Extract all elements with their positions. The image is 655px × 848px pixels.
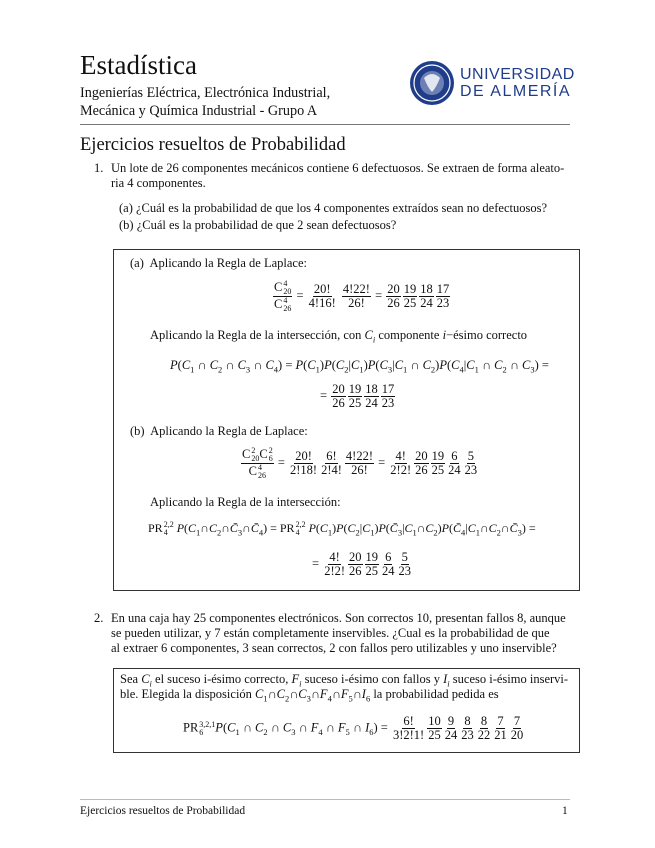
page-number: 1: [562, 805, 568, 817]
question-b-text: ¿Cuál es la probabilidad de que 2 sean defectuosos?: [136, 218, 397, 232]
section-title: Ejercicios resueltos de Probabilidad: [80, 135, 346, 155]
problem-1-question-a: [119, 201, 547, 216]
solution-a-laplace-text: Aplicando la Regla de Laplace:: [149, 256, 308, 270]
solution-b-label: (b): [130, 424, 145, 438]
logo-text-line-2: DE ALMERÍA: [460, 83, 572, 100]
sol2-text-d: suceso i-ésimo inservi-: [452, 672, 569, 686]
question-a-label: (a): [119, 201, 133, 215]
intersection-text-c: −ésimo correcto: [446, 328, 528, 342]
question-a-text: ¿Cuál es la probabilidad de que los 4 componentes extraídos sean no defectuosos?: [136, 201, 547, 215]
equation-2: PR 3,2,1 6 $P(C_1$ ∩ $C_2$ ∩ $C_3$ ∩ $F_4$ ∩ $F_5$ ∩ $I_6$) = $\frac{6!}{3!2!1!}$ $\frac{10}{25}$ $\frac{9}{24}$ $\frac{8}{23}$ $\frac{8}{22}$ $\frac{7}{21}$ $\frac{7}{20}$: [183, 714, 524, 742]
solution-b-heading: [130, 424, 308, 439]
sol2-text-f: la probabilidad pedida es: [373, 687, 499, 701]
page-title: Estadística: [80, 50, 197, 80]
equation-a-laplace: C 4 20 C 4 26 = $\frac{20!}{4!16!}$ $\frac{4!22!}{26!}$ = $\frac{20}{26}$ $\frac{19}{25}$ $\frac{18}{24}$ $\frac{17}{23}$: [274, 279, 450, 313]
footer-divider: [80, 799, 570, 800]
problem-1-line-1: Un lote de 26 componentes mecánicos contiene 6 defectuosos. Se extraen de forma aleato-: [111, 161, 565, 175]
problem-1-question-b: [119, 218, 396, 233]
problem-2-number: 2.: [94, 611, 104, 625]
equation-b-intersection-1: PR 2,2 4 $P(C_1\cap C_2\cap C̄_3\cap C̄_4)$ = PR 2,2 4 $P(C_1)P(C_2|C_1)P(C̄_3|C_1\cap C_2)P(C̄_4|C_1\cap C_2\cap C̄_3)$ =: [148, 520, 536, 538]
subtitle-line-1: Ingenierías Eléctrica, Electrónica Industrial,: [80, 85, 331, 101]
solution-2-text: [120, 672, 574, 702]
problem-1-number: 1.: [94, 161, 104, 175]
question-b-label: (b): [119, 218, 134, 232]
solution-2-line-1: Sea $C_i$ el suceso i-ésimo correcto, $F_i$ suceso i-ésimo con fallos y $I_i$ suceso i-ésimo inservi-: [120, 672, 569, 689]
sol2-text-e: ble. Elegida la disposición: [120, 687, 252, 701]
equation-a-intersection-1: $P(C_1$ ∩ $C_2$ ∩ $C_3$ ∩ $C_4) = P(C_1)P(C_2|C_1)P(C_3|C_1$ ∩ $C_2)P(C_4|C_1$ ∩ $C_2$ ∩ $C_3$) =: [170, 358, 549, 375]
problem-1-statement: [111, 161, 571, 191]
intersection-text-b: componente: [378, 328, 440, 342]
logo-text-line-1: UNIVERSIDAD: [460, 66, 575, 83]
problem-1-line-2: ria 4 componentes.: [111, 176, 206, 190]
solution-b-laplace-text: Aplicando la Regla de Laplace:: [150, 424, 308, 438]
problem-2-statement: [111, 611, 571, 656]
subtitle-line-2: Mecánica y Química Industrial - Grupo A: [80, 103, 318, 119]
course-subtitle: [80, 84, 330, 120]
solution-a-intersection-text: Aplicando la Regla de la intersección, con $C_i$ componente i−ésimo correcto: [150, 328, 528, 345]
university-logo: [408, 58, 573, 108]
solution-a-label: (a): [130, 256, 144, 270]
problem-2-line-3: al extraer 6 componentes, 3 sean correctos, 2 con fallos pero utilizables y uno inservible?: [111, 641, 557, 655]
equation-b-laplace: C 2 20 C 2 6 C 4 26 = $\frac{20!}{2!18!}$ $\frac{6!}{2!4!}$ $\frac{4!22!}{26!}$ = $\frac{4!}{2!2!}$ $\frac{20}{26}$ $\frac{19}{25}$ $\frac{6}{24}$ $\frac{5}{23}$: [242, 446, 478, 480]
equation-b-intersection-2: = $\frac{4!}{2!2!}$ $\frac{20}{26}$ $\frac{19}{25}$ $\frac{6}{24}$ $\frac{5}{23}$: [312, 550, 412, 578]
problem-2-line-1: En una caja hay 25 componentes electrónicos. Son correctos 10, presentan fallos 8, aunque: [111, 611, 566, 625]
header-divider: [80, 124, 570, 125]
solution-b-intersection-text: Aplicando la Regla de la intersección:: [150, 495, 341, 509]
sol2-text-a: Sea: [120, 672, 139, 686]
problem-2-line-2: se pueden utilizar, y 7 están completamente inservibles. ¿Cual es la probabilidad de que: [111, 626, 550, 640]
sol2-text-c: suceso i-ésimo con fallos y: [304, 672, 440, 686]
sol2-text-b: el suceso i-ésimo correcto,: [155, 672, 289, 686]
intersection-text-a: Aplicando la Regla de la intersección, con: [150, 328, 362, 342]
solution-a-heading: [130, 256, 307, 271]
equation-a-intersection-2: = $\frac{20}{26}$ $\frac{19}{25}$ $\frac{18}{24}$ $\frac{17}{23}$: [320, 382, 395, 410]
solution-2-line-2: ble. Elegida la disposición $C_1\cap C_2\cap C_3\cap F_4\cap F_5\cap I_6$ la probabilidad pedida es: [120, 687, 499, 704]
footer-title: Ejercicios resueltos de Probabilidad: [80, 805, 246, 817]
